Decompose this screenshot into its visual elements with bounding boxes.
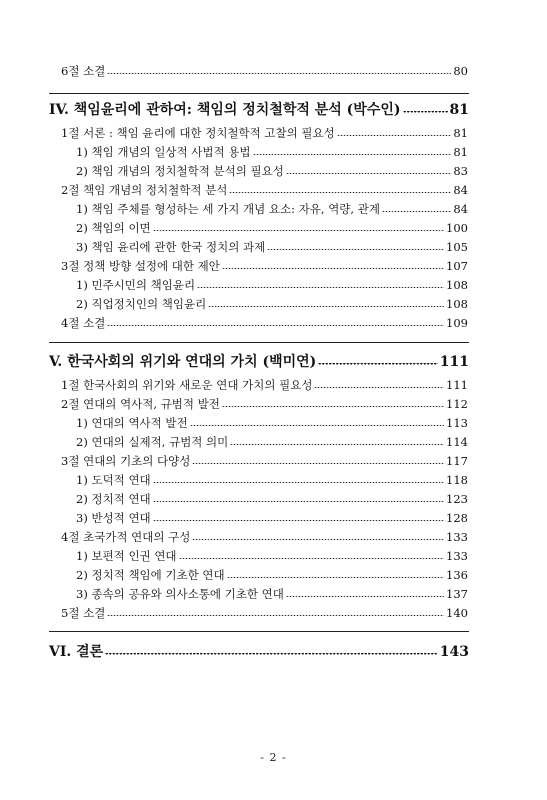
entry-page: 81	[453, 145, 468, 159]
dot-leader	[222, 268, 444, 269]
toc-entry[interactable]	[61, 377, 468, 393]
entry-title: 3) 종속의 공유와 의사소통에 기초한 연대	[76, 587, 284, 601]
dot-leader	[253, 154, 452, 155]
dot-leader	[403, 111, 448, 113]
entry-page: 117	[446, 454, 468, 468]
toc-entry[interactable]	[76, 434, 468, 450]
dot-leader	[192, 539, 444, 540]
toc-entry[interactable]	[61, 258, 468, 274]
divider	[49, 342, 469, 343]
entry-title: 2) 직업정치인의 책임윤리	[76, 297, 207, 311]
entry-page: 133	[446, 530, 468, 544]
entry-page: 107	[446, 259, 468, 273]
entry-title: 5절 소결	[61, 606, 106, 620]
toc-entry[interactable]	[76, 567, 468, 583]
toc-entry[interactable]	[76, 510, 468, 526]
dot-leader	[153, 230, 444, 231]
entry-page: 111	[446, 378, 468, 392]
toc-entry[interactable]	[76, 163, 468, 179]
entry-page: 112	[446, 397, 468, 411]
dot-leader	[107, 615, 444, 616]
page-number: - 2 -	[260, 751, 287, 764]
entry-title: 3절 정책 방향 설정에 대한 제안	[61, 259, 220, 273]
entry-title: 2절 연대의 역사적, 규범적 발전	[61, 397, 220, 411]
entry-title: 3) 반성적 연대	[76, 511, 151, 525]
entry-title: 2) 책임 개념의 정치철학적 분석의 필요성	[76, 164, 284, 178]
chapter-title: VI. 결론	[49, 644, 104, 660]
toc-entry[interactable]	[76, 472, 468, 488]
entry-title: 3) 책임 윤리에 관한 한국 정치의 과제	[76, 240, 266, 254]
toc-entry[interactable]	[76, 239, 468, 255]
entry-page: 114	[446, 435, 468, 449]
entry-page: 83	[453, 164, 468, 178]
entry-page: 137	[446, 587, 468, 601]
dot-leader	[153, 482, 444, 483]
entry-title: 1절 한국사회의 위기와 새로운 연대 가치의 필요성	[61, 378, 313, 392]
entry-title: 1) 도덕적 연대	[76, 473, 151, 487]
toc-entry[interactable]	[76, 201, 468, 217]
entry-page: 105	[446, 240, 468, 254]
toc-entry[interactable]	[61, 453, 468, 469]
dot-leader	[153, 501, 444, 502]
entry-page: 80	[453, 64, 468, 78]
dot-leader	[286, 596, 444, 597]
dot-leader	[382, 211, 451, 212]
entry-title: 1) 책임 개념의 일상적 사법적 용법	[76, 145, 251, 159]
dot-leader	[227, 577, 444, 578]
entry-page: 136	[446, 568, 468, 582]
toc-chapter[interactable]	[49, 101, 469, 119]
dot-leader	[105, 653, 438, 655]
toc-entry[interactable]	[76, 144, 468, 160]
toc-entry[interactable]	[76, 277, 468, 293]
chapter-page: 111	[439, 354, 469, 370]
entry-page: 128	[446, 511, 468, 525]
chapter-title: V. 한국사회의 위기와 연대의 가치 (백미연)	[49, 354, 317, 370]
toc-entry[interactable]	[76, 296, 468, 312]
entry-title: 4절 초국가적 연대의 구성	[61, 530, 191, 544]
entry-page: 108	[446, 278, 468, 292]
dot-leader	[267, 249, 444, 250]
chapter-title: IV. 책임윤리에 관하여: 책임의 정치철학적 분석 (박수인)	[49, 102, 401, 118]
entry-title: 2) 정치적 책임에 기초한 연대	[76, 568, 225, 582]
entry-page: 133	[446, 549, 468, 563]
divider	[49, 631, 469, 632]
chapter-page: 143	[439, 644, 469, 660]
toc-chapter[interactable]	[49, 353, 469, 371]
dot-leader	[179, 558, 445, 559]
dot-leader	[192, 463, 444, 464]
toc-entry[interactable]	[61, 125, 468, 141]
toc-entry[interactable]	[61, 182, 468, 198]
toc-entry[interactable]	[61, 605, 468, 621]
dot-leader	[230, 444, 444, 445]
entry-page: 113	[446, 416, 468, 430]
entry-title: 1) 책임 주체를 형성하는 세 가지 개념 요소: 자유, 역량, 관계	[76, 202, 380, 216]
dot-leader	[318, 363, 437, 365]
toc-entry[interactable]	[61, 315, 468, 331]
entry-page: 118	[446, 473, 468, 487]
entry-title: 1) 보편적 인권 연대	[76, 549, 177, 563]
entry-title: 6절 소결	[61, 64, 106, 78]
entry-title: 1절 서론 : 책임 윤리에 대한 정치철학적 고찰의 필요성	[61, 126, 335, 140]
entry-page: 100	[446, 221, 468, 235]
dot-leader	[190, 425, 444, 426]
entry-page: 108	[446, 297, 468, 311]
dot-leader	[107, 73, 451, 74]
dot-leader	[314, 387, 444, 388]
dot-leader	[229, 192, 451, 193]
toc-entry[interactable]	[76, 220, 468, 236]
entry-title: 2) 책임의 이면	[76, 221, 151, 235]
entry-title: 2) 정치적 연대	[76, 492, 151, 506]
entry-page: 109	[446, 316, 468, 330]
entry-page: 123	[446, 492, 468, 506]
toc-entry[interactable]	[61, 63, 468, 79]
toc-entry[interactable]	[76, 491, 468, 507]
divider	[49, 93, 469, 94]
dot-leader	[153, 520, 444, 521]
toc-entry[interactable]	[76, 548, 468, 564]
toc-chapter[interactable]	[49, 643, 469, 661]
dot-leader	[107, 325, 444, 326]
toc-entry[interactable]	[76, 586, 468, 602]
entry-page: 140	[446, 606, 468, 620]
entry-page: 84	[453, 183, 468, 197]
chapter-page: 81	[449, 102, 469, 118]
toc-entry[interactable]	[61, 396, 468, 412]
entry-title: 2절 책임 개념의 정치철학적 분석	[61, 183, 228, 197]
dot-leader	[286, 173, 452, 174]
dot-leader	[208, 306, 444, 307]
entry-title: 2) 연대의 실제적, 규범적 의미	[76, 435, 229, 449]
toc-entry[interactable]	[76, 415, 468, 431]
dot-leader	[197, 287, 444, 288]
entry-title: 1) 민주시민의 책임윤리	[76, 278, 196, 292]
entry-title: 3절 연대의 기초의 다양성	[61, 454, 191, 468]
entry-page: 81	[453, 126, 468, 140]
dot-leader	[222, 406, 444, 407]
toc-entry[interactable]	[61, 529, 468, 545]
entry-page: 84	[453, 202, 468, 216]
entry-title: 1) 연대의 역사적 발전	[76, 416, 188, 430]
entry-title: 4절 소결	[61, 316, 106, 330]
dot-leader	[337, 135, 452, 136]
